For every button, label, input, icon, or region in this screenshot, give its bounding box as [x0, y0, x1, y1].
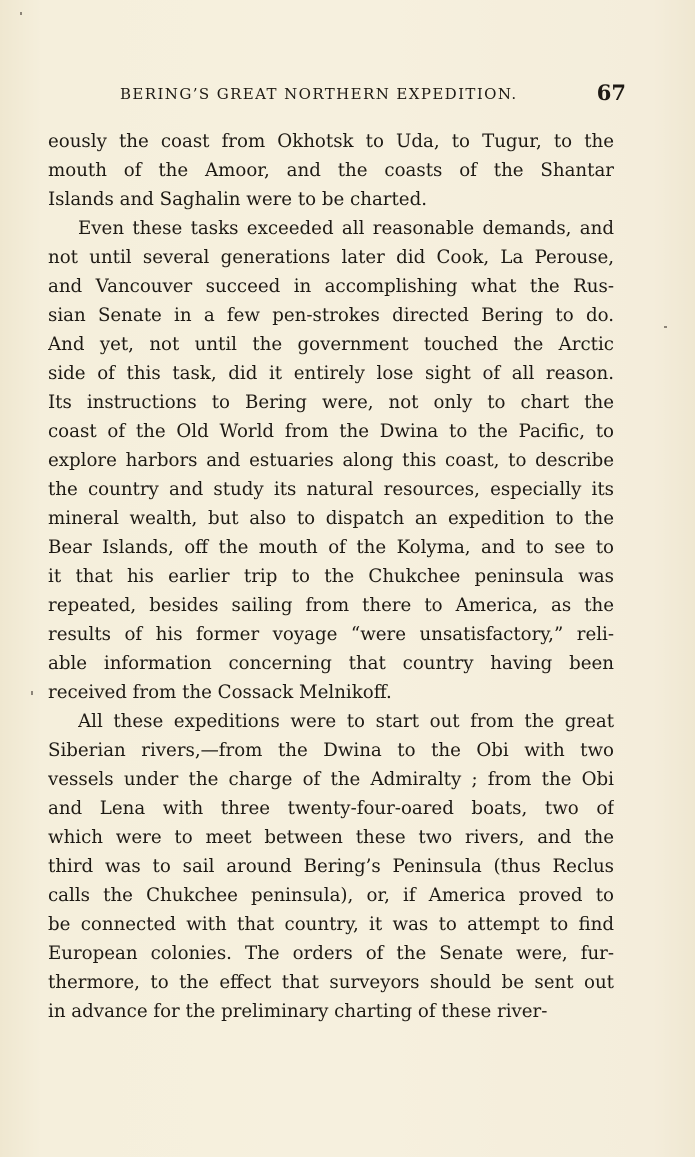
paragraph-end-line: received from the Cossack Melnikoff. [48, 682, 392, 703]
text-line: it that his earlier trip to the Chukchee peninsula was [48, 566, 614, 587]
margin-dot-top [20, 12, 22, 15]
paragraph-end-line: Islands and Saghalin were to be charted. [48, 189, 427, 210]
text-line: eously the coast from Okhotsk to Uda, to Tugur, to the [48, 131, 614, 152]
page-number: 67 [596, 80, 626, 105]
text-line: Bear Islands, off the mouth of the Kolyma, and to see to [48, 537, 614, 558]
text-line: able information concerning that country having been [48, 653, 614, 674]
text-line: and Vancouver succeed in accomplishing what the Rus- [48, 276, 614, 297]
text-line: Its instructions to Bering were, not only to chart the [48, 392, 614, 413]
text-line: coast of the Old World from the Dwina to the Pacific, to [48, 421, 614, 442]
text-line: results of his former voyage “were unsatisfactory,” reli- [48, 624, 614, 645]
running-title: BERING’S GREAT NORTHERN EXPEDITION. [120, 85, 518, 103]
text-line: third was to sail around Bering’s Peninsula (thus Reclus [48, 856, 614, 877]
text-line: which were to meet between these two rivers, and the [48, 827, 614, 848]
text-line: vessels under the charge of the Admiralty ; from the Obi [48, 769, 614, 790]
text-line: calls the Chukchee peninsula), or, if America proved to [48, 885, 614, 906]
text-line: in advance for the preliminary charting of these river- [48, 1001, 548, 1022]
text-line: and Lena with three twenty-four-oared boats, two of [48, 798, 614, 819]
text-line: thermore, to the effect that surveyors should be sent out [48, 972, 614, 993]
text-line: European colonies. The orders of the Senate were, fur- [48, 943, 614, 964]
text-line: sian Senate in a few pen-strokes directed Bering to do. [48, 305, 614, 326]
running-head [48, 80, 626, 106]
paragraph-first-line: Even these tasks exceeded all reasonable demands, and [78, 218, 614, 239]
text-line: mouth of the Amoor, and the coasts of the Shantar [48, 160, 614, 181]
margin-tick-left [31, 691, 33, 695]
margin-tick-right [664, 326, 667, 328]
text-line: repeated, besides sailing from there to America, as the [48, 595, 614, 616]
text-line: the country and study its natural resources, especially its [48, 479, 614, 500]
paragraph-first-line: All these expeditions were to start out from the great [78, 711, 614, 732]
text-line: explore harbors and estuaries along this coast, to describe [48, 450, 614, 471]
text-line: Siberian rivers,—from the Dwina to the Obi with two [48, 740, 614, 761]
text-line: be connected with that country, it was to attempt to find [48, 914, 614, 935]
text-line: mineral wealth, but also to dispatch an expedition to the [48, 508, 614, 529]
text-line: side of this task, did it entirely lose sight of all reason. [48, 363, 614, 384]
text-line: And yet, not until the government touched the Arctic [48, 334, 614, 355]
text-line: not until several generations later did Cook, La Perouse, [48, 247, 614, 268]
